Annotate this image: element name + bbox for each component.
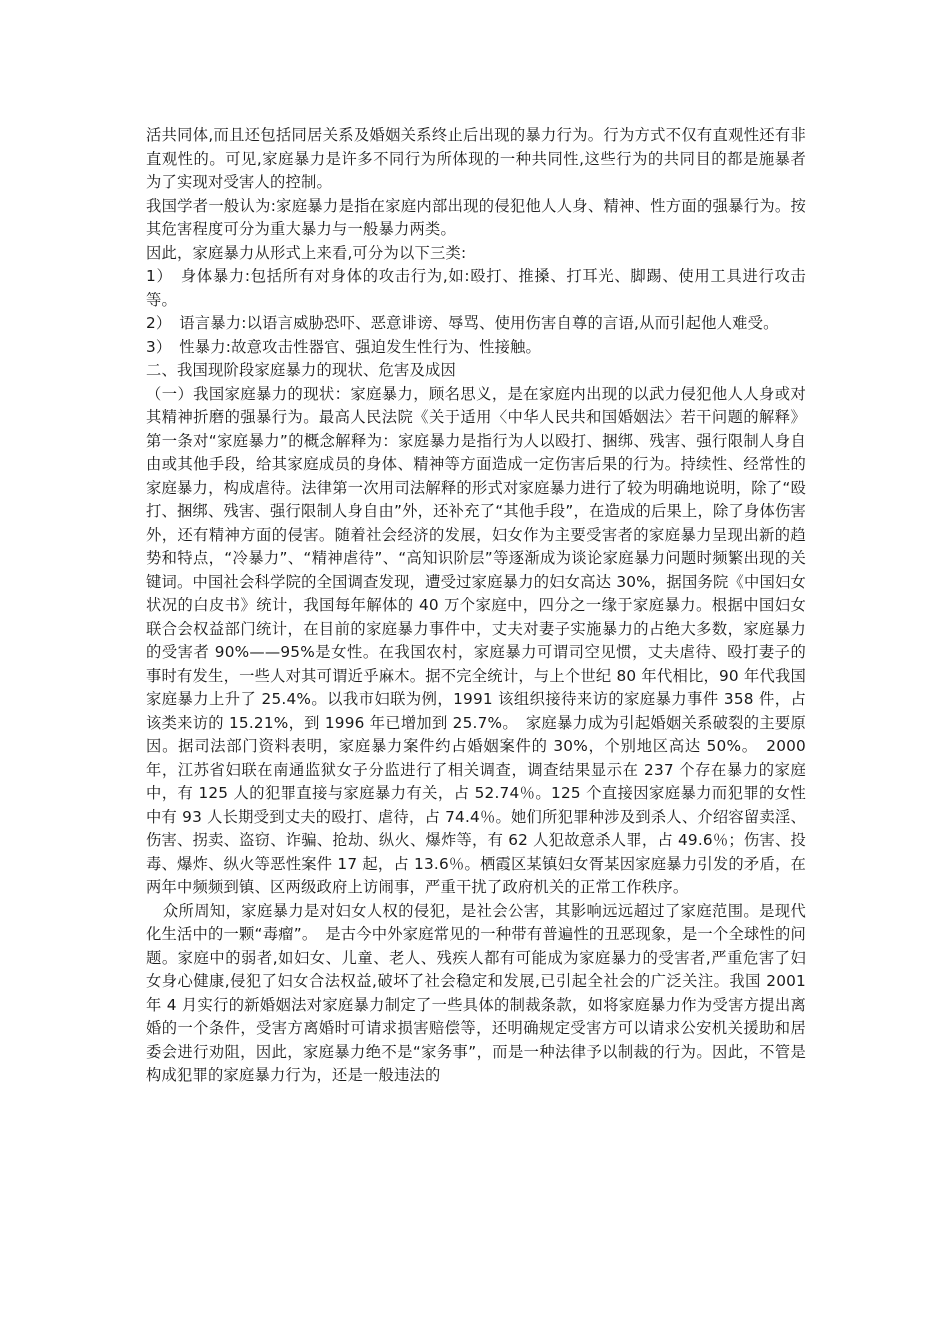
paragraph-scholar-view: 我国学者一般认为:家庭暴力是指在家庭内部出现的侵犯他人人身、精神、性方面的强暴行为。按其危害程度可分为重大暴力与一般暴力两类。: [146, 196, 806, 238]
paragraph-harm: 众所周知，家庭暴力是对妇女人权的侵犯，是社会公害，其影响远远超过了家庭范围。是现代化生活中的一颗“毒瘤”。 是古今中外家庭常见的一种带有普遍性的丑恶现象，是一个全球性的问题。家庭中的弱者,如妇女、儿童、老人、残疾人都有可能成为家庭暴力的受害者,严重危害了妇女身心健康,侵犯了妇女合法权益,破坏了社会稳定和发展,已引起全社会的广泛关注。我国 2001 年 4 月实行的新婚姻法对家庭暴力制定了一些具体的制裁条款，如将家庭暴力作为受害方提出离婚的一个条件，受害方离婚时可请求损害赔偿等，还明确规定受害方可以请求公安机关援助和居委会进行劝阻，因此，家庭暴力绝不是“家务事”，而是一种法律予以制裁的行为。因此，不管是构成犯罪的家庭暴力行为，还是一般违法的: [146, 901, 806, 1084]
section-heading-current-status: 二、我国现阶段家庭暴力的现状、危害及成因: [146, 361, 456, 379]
paragraph-three-types-intro: 因此，家庭暴力从形式上来看,可分为以下三类:: [146, 243, 467, 262]
document-body: [146, 124, 806, 1088]
paragraph-current-status: （一）我国家庭暴力的现状：家庭暴力，顾名思义，是在家庭内出现的以武力侵犯他人人身或对其精神折磨的强暴行为。最高人民法院《关于适用〈中华人民共和国婚姻法〉若干问题的解释》第一条对“家庭暴力”的概念解释为：家庭暴力是指行为人以殴打、捆绑、残害、强行限制人身自由或其他手段，给其家庭成员的身体、精神等方面造成一定伤害后果的行为。持续性、经常性的家庭暴力，构成虐待。法律第一次用司法解释的形式对家庭暴力进行了较为明确地说明，除了“殴打、捆绑、残害、强行限制人身自由”外，还补充了“其他手段”，在造成的后果上，除了身体伤害外，还有精神方面的侵害。随着社会经济的发展，妇女作为主要受害者的家庭暴力呈现出新的趋势和特点，“冷暴力”、“精神虐待”、“高知识阶层”等逐渐成为谈论家庭暴力问题时频繁出现的关键词。中国社会科学院的全国调查发现，遭受过家庭暴力的妇女高达 30%，据国务院《中国妇女状况的白皮书》统计，我国每年解体的 40 万个家庭中，四分之一缘于家庭暴力。根据中国妇女联合会权益部门统计，在目前的家庭暴力事件中，丈夫对妻子实施暴力的占绝大多数，家庭暴力的受害者 90%——95%是女性。在我国农村，家庭暴力可谓司空见惯，丈夫虐待、殴打妻子的事时有发生，一些人对其可谓近乎麻木。据不完全统计，与上个世纪 80 年代相比，90 年代我国家庭暴力上升了 25.4%。以我市妇联为例，1991 该组织接待来访的家庭暴力事件 358 件，占该类来访的 15.21%，到 1996 年已增加到 25.7%。 家庭暴力成为引起婚姻关系破裂的主要原因。据司法部门资料表明，家庭暴力案件约占婚姻案件的 30%，个别地区高达 50%。 2000 年，江苏省妇联在南通监狱女子分监进行了相关调查，调查结果显示在 237 个存在暴力的家庭中，有 125 人的犯罪直接与家庭暴力有关，占 52.74％。125 个直接因家庭暴力而犯罪的女性中有 93 人长期受到丈夫的殴打、虐待，占 74.4％。她们所犯罪种涉及到杀人、介绍容留卖淫、伤害、拐卖、盗窃、诈骗、抢劫、纵火、爆炸等，有 62 人犯故意杀人罪，占 49.6％；伤害、投毒、爆炸、纵火等恶性案件 17 起，占 13.6％。栖霞区某镇妇女胥某因家庭暴力引发的矛盾，在两年中频频到镇、区两级政府上访闹事，严重干扰了政府机关的正常工作秩序。: [146, 384, 806, 896]
list-item-sexual-violence: 3） 性暴力:故意攻击性器官、强迫发生性行为、性接触。: [146, 337, 542, 356]
paragraph-definition-continued: 活共同体,而且还包括同居关系及婚姻关系终止后出现的暴力行为。行为方式不仅有直观性还有非直观性的。可见,家庭暴力是许多不同行为所体现的一种共同性,这些行为的共同目的都是施暴者为了实现对受害人的控制。: [146, 126, 806, 191]
list-item-verbal-violence: 2） 语言暴力:以语言威胁恐吓、恶意诽谤、辱骂、使用伤害自尊的言语,从而引起他人难受。: [146, 314, 779, 332]
list-item-physical-violence: 1） 身体暴力:包括所有对身体的攻击行为,如:殴打、推搡、打耳光、脚踢、使用工具进行攻击等。: [146, 267, 806, 309]
